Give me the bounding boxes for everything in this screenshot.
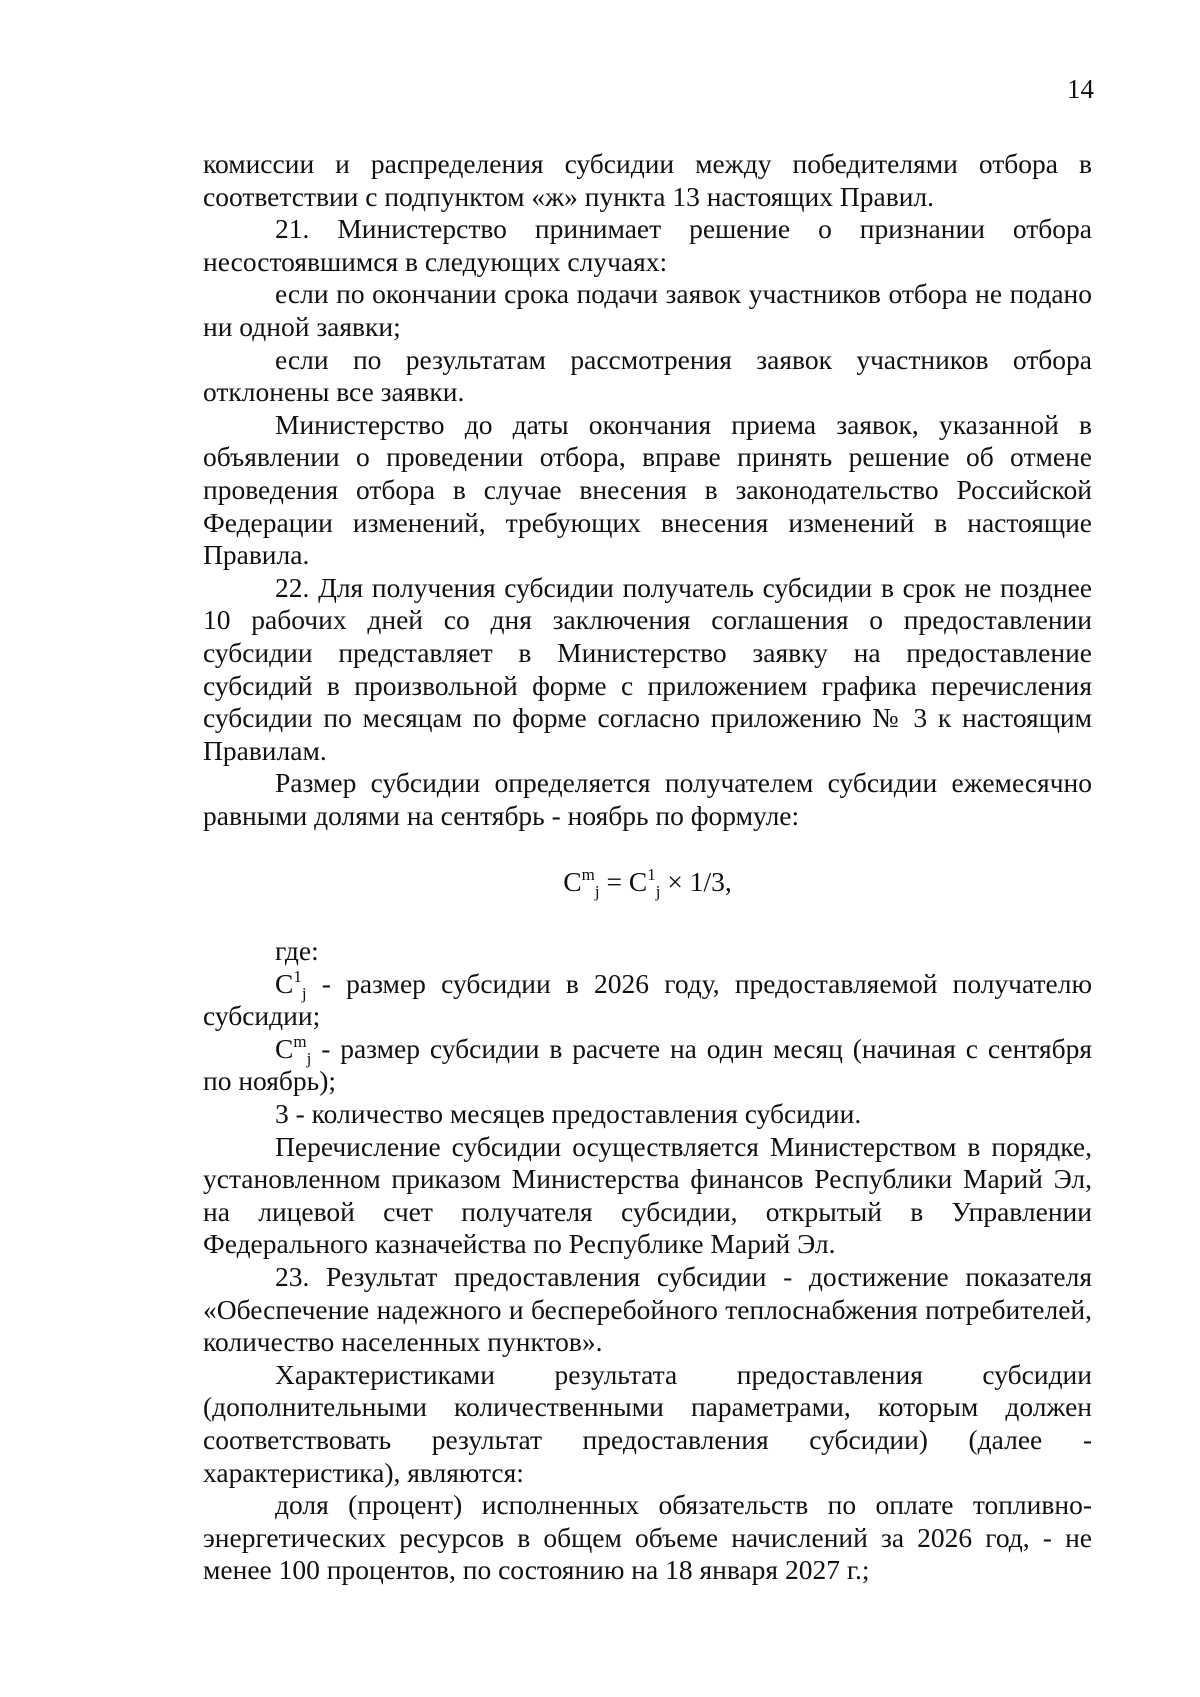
definition-symbol-sub: j	[306, 1048, 312, 1068]
definition-symbol-base: C	[275, 967, 294, 999]
definition-symbol-base: C	[275, 1032, 294, 1064]
paragraph: Перечисление субсидии осуществляется Министерством в порядке, установленном приказом Министерства финансов Республики Марий Эл, на лицевой счет получателя субсидии, открытый в Управлении Федерального казначейства по Республике Марий Эл.	[203, 1130, 1092, 1260]
formula	[203, 865, 1092, 902]
paragraph: если по окончании срока подачи заявок участников отбора не подано ни одной заявки;	[203, 278, 1092, 342]
definition-item	[203, 968, 1092, 1033]
definition-symbol-sup: 1	[293, 966, 302, 986]
definition-symbol-sub: j	[301, 983, 307, 1003]
paragraph: Министерство до даты окончания приема заявок, указанной в объявлении о проведении отбора, вправе принять решение об отмене проведения отбора в случае внесения в законодательство Российской Федерации изменений, требующих внесения изменений в настоящие Правила.	[203, 408, 1092, 571]
paragraph: 21. Министерство принимает решение о признании отбора несостоявшимся в следующих случаях:	[203, 213, 1092, 277]
formula-lhs-base: C	[563, 866, 582, 898]
paragraph: Характеристиками результата предоставления субсидии (дополнительными количественными параметрами, которым должен соответствовать результат предоставления субсидии) (далее - характеристика), являются:	[203, 1358, 1092, 1488]
paragraph: доля (процент) исполненных обязательств по оплате топливно-энергетических ресурсов в общем объеме начислений за 2026 год, - не менее 100 процентов, по состоянию на 18 января 2027 г.;	[203, 1489, 1092, 1586]
definition-item	[203, 1033, 1092, 1098]
paragraph: Размер субсидии определяется получателем субсидии ежемесячно равными долями на сентябрь - ноябрь по формуле:	[203, 767, 1092, 831]
formula-rest: × 1/3,	[660, 866, 732, 898]
formula-rhs-base: C	[628, 866, 648, 898]
where-label: где:	[275, 935, 319, 967]
formula-lhs-sub: j	[594, 882, 600, 902]
definition-symbol	[275, 966, 307, 1003]
definition-text: - размер субсидии в расчете на один месяц (начиная с сентября по ноябрь);	[203, 1032, 1092, 1097]
paragraph: комиссии и распределения субсидии между победителями отбора в соответствии с подпунктом «ж» пункта 13 настоящих Правил.	[203, 148, 1092, 212]
paragraph: 3 - количество месяцев предоставления субсидии.	[275, 1098, 862, 1130]
formula-lhs-sup: m	[581, 865, 595, 885]
formula-equals: =	[599, 866, 629, 898]
formula-rhs-sub: j	[655, 882, 661, 902]
paragraph: 23. Результат предоставления субсидии - достижение показателя «Обеспечение надежного и бесперебойного теплоснабжения потребителей, количество населенных пунктов».	[203, 1261, 1092, 1358]
definition-symbol	[275, 1031, 312, 1068]
definition-text: - размер субсидии в 2026 году, предоставляемой получателю субсидии;	[203, 967, 1092, 1032]
paragraph: если по результатам рассмотрения заявок участников отбора отклонены все заявки.	[203, 343, 1092, 408]
page-number: 14	[1067, 74, 1094, 104]
formula-rhs-sup: 1	[647, 865, 656, 885]
definition-symbol-sup: m	[293, 1031, 307, 1051]
document-body	[203, 148, 1092, 1587]
paragraph: 22. Для получения субсидии получатель субсидии в срок не позднее 10 рабочих дней со дня заключения соглашения о предоставлении субсидии представляет в Министерство заявку на предоставление субсидий в произвольной форме с приложением графика перечисления субсидии по месяцам по форме согласно приложению № 3 к настоящим Правилам.	[203, 571, 1092, 766]
